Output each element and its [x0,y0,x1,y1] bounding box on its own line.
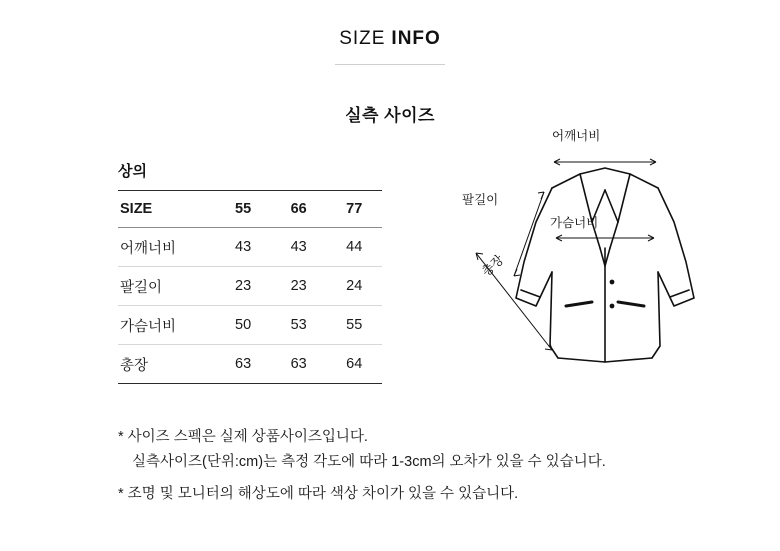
jacket-left-body [550,272,558,358]
note-line-3: * 조명 및 모니터의 해상도에 따라 색상 차이가 있을 수 있습니다. [118,485,519,502]
cell-value: 43 [215,228,271,267]
jacket-left-pocket [566,302,592,306]
table-row [118,306,382,345]
row-label: 어깨너비 [118,228,215,267]
column-header-55: 55 [215,191,271,228]
table-head [118,191,382,228]
notes-block [118,425,738,507]
jacket-right-cuff [670,290,689,297]
jacket-left-sleeve [516,188,552,306]
measurement-guides [476,159,656,350]
jacket-right-lapel-edge [610,222,618,248]
label-total-length: 총장 [479,252,507,280]
size-table [118,190,382,384]
garment-diagram [440,130,770,390]
cell-value: 50 [215,306,271,345]
jacket-right-lapel [605,174,630,222]
label-chest-width: 가슴너비 [550,216,599,230]
sleeve-guide-line [514,192,544,276]
cell-value: 63 [271,345,327,384]
page-title-info: INFO [391,28,441,49]
column-header-77: 77 [326,191,382,228]
cell-value: 63 [215,345,271,384]
table-header-row [118,191,382,228]
jacket-shoulder-line [552,168,658,188]
row-label: 총장 [118,345,215,384]
label-shoulder-width: 어깨너비 [552,129,601,143]
page-title [0,28,780,50]
jacket-buttons [610,280,615,309]
jacket-left-cuff [521,290,540,297]
table-row [118,345,382,384]
section-subtitle: 실측 사이즈 [345,106,435,125]
table-body [118,228,382,384]
jacket-right-sleeve [658,188,694,306]
row-label: 팔길이 [118,267,215,306]
jacket-right-pocket [618,302,644,306]
note-line-1: * 사이즈 스펙은 실제 상품사이즈입니다. [118,429,368,445]
column-header-66: 66 [271,191,327,228]
table-row [118,228,382,267]
cell-value: 44 [326,228,382,267]
cell-value: 43 [271,228,327,267]
cell-value: 55 [326,306,382,345]
cell-value: 53 [271,306,327,345]
cell-value: 64 [326,345,382,384]
header-divider [335,64,445,65]
label-sleeve-length: 팔길이 [462,193,499,207]
cell-value: 23 [271,267,327,306]
row-label: 가슴너비 [118,306,215,345]
jacket-right-body [652,272,660,358]
page-title-size: SIZE [339,28,386,49]
table-caption: 상의 [118,163,147,180]
size-table-block [118,160,382,384]
column-header-size: SIZE [118,191,215,228]
cell-value: 23 [215,267,271,306]
note-line-2: 실측사이즈(단위:cm)는 측정 각도에 따라 1-3cm의 오차가 있을 수 있습니다. [132,454,606,471]
table-row [118,267,382,306]
page-header [0,0,780,65]
cell-value: 24 [326,267,382,306]
